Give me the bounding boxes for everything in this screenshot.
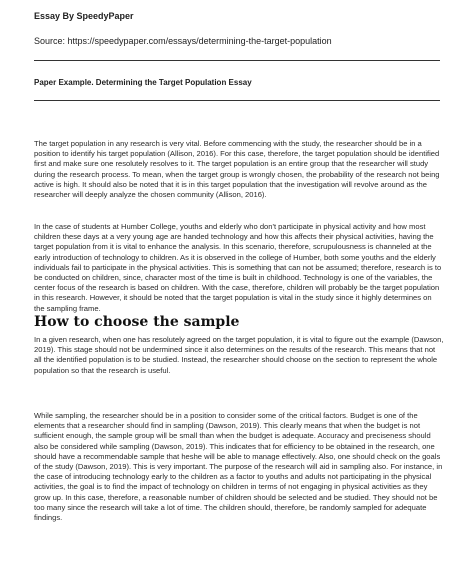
paragraph: While sampling, the researcher should be in a position to consider some of the critical factors. Budget is one of the elements that a researcher should find in sampling (Dawson, 2019). This clearly means that when the budget is not sufficient enough, the sample group will be small than when the budget is adequate. Accuracy and preciseness should also be considered while sampling (Dawson, 2019). This indicates that for efficiency to be obtained in the research, one should have a recommendable sample that heshe will be able to manage effectively. Also, one should check on the goals of the study (Dawson, 2019). This is very important. The purpose of the research will aid in sampling also. For instance, in the case of introducing technology early to the children as a factor to youths and adults not participating in the physical activities, the goal is to find the impact of technology on children in terms of not engaging in physical activities as they grow up. In this case, therefore, a reasonable number of children should be selected and be studied. They should not be too many since the research will take a lot of time. The children should, therefore, be randomly sampled for adequate findings. <box>34 411 443 523</box>
header-divider <box>34 60 440 61</box>
section-heading: How to choose the sample <box>34 314 240 330</box>
paragraph: In the case of students at Humber College, youths and elderly who don't participate in physical activity and how most children these days at a very young age are handed technology and how this affects their physical activities, having the target population from it is vital to enhance the analysis. In this scenario, therefore, scrupulousness is channeled at the early introduction of technology to children. As it is observed in the college of Humber, both some youths and the elderly individuals fail to participate in the physical activities. This is something that can not be assumed; therefore, research is to be conducted on children, since, character most of the time is built in childhood. Technology is one of the variables, the center focus of the research is based on children. With the case, therefore, children will probably be the target population in this research. However, it should be noted that the target population is vital in the study since it highly determines on the sampling frame. <box>34 222 442 313</box>
title-divider <box>34 100 440 101</box>
paper-title: Paper Example. Determining the Target Population Essay <box>34 78 252 87</box>
site-title: Essay By SpeedyPaper <box>34 11 134 21</box>
paragraph: In a given research, when one has resolutely agreed on the target population, it is vital to figure out the example (Dawson, 2019). This stage should not be undermined since it also determines on the results of the research. This means that not all the identified population is to be studied. Instead, the researcher should choose on the section to represent the whole population so that the research is useful. <box>34 335 444 375</box>
source-line: Source: https://speedypaper.com/essays/determining-the-target-population <box>34 36 332 46</box>
paragraph: The target population in any research is very vital. Before commencing with the study, the researcher should be in a position to identify his target population (Allison, 2016). For this case, therefore, the target population should be identified first and make sure one resolutely resolves to it. The target population is an entire group that the researcher will study during the research process. To mean, when the target group is wrongly chosen, the probability of the research not being active is high. It should also be noted that it is in this target population that the investigation will revolve around as the researcher will deeply analyze the chosen community (Allison, 2016). <box>34 139 440 200</box>
